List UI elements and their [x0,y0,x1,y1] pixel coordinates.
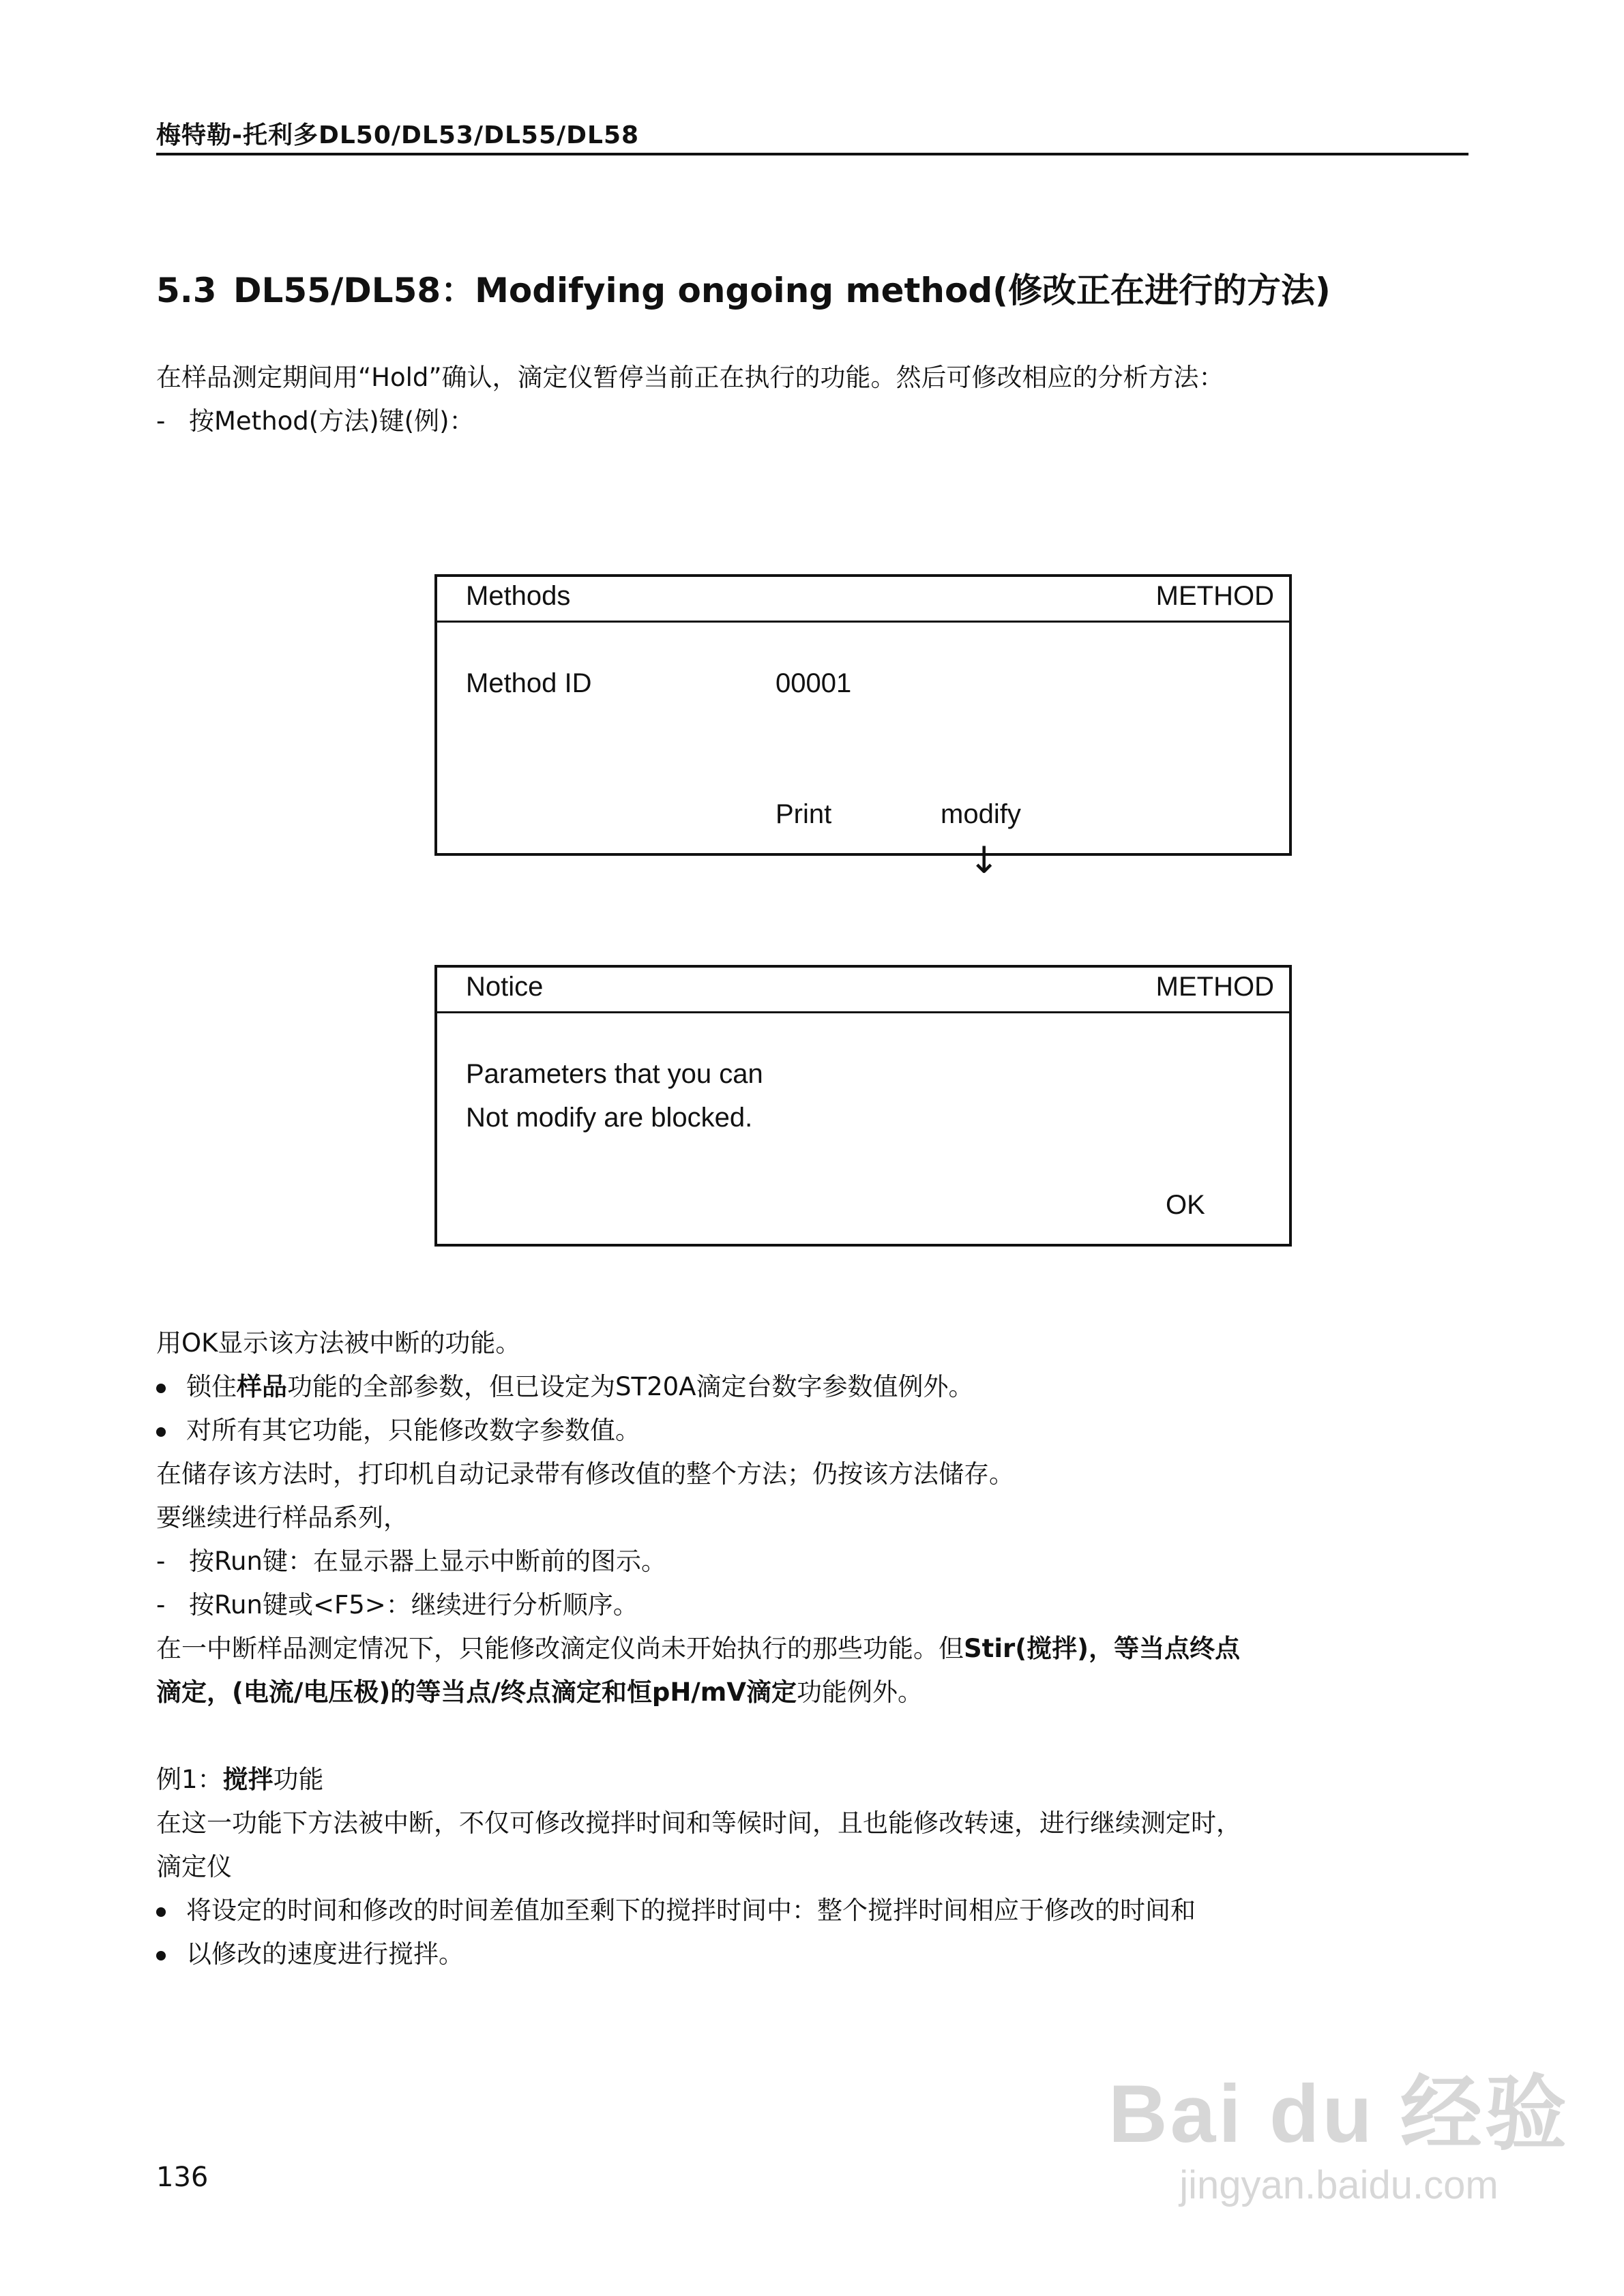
dash-item-1-text: 按Run键：在显示器上显示中断前的图示。 [189,1547,666,1576]
bullet-1-part-c: 功能的全部参数，但已设定为ST20A滴定台数字参数值例外。 [287,1372,974,1401]
notice-line-2: Not modify are blocked. [466,1103,753,1133]
intro-line-1: 在样品测定期间用“Hold”确认，滴定仪暂停当前正在执行的功能。然后可修改相应的分析方法： [156,363,1224,392]
ok-softkey[interactable]: OK [1166,1190,1205,1220]
section-title-text: DL55/DL58：Modifying ongoing method(修改正在进行的方法) [233,271,1331,310]
method-id-value[interactable]: 00001 [776,668,852,698]
bullet-1-bold: 样品 [237,1372,287,1401]
print-softkey[interactable]: Print [776,799,832,829]
body-p7: 滴定仪 [156,1852,232,1881]
watermark-url: jingyan.baidu.com [1179,2163,1498,2207]
bullet-3-text: 将设定的时间和修改的时间差值加至剩下的搅拌时间中：整个搅拌时间相应于修改的时间和 [186,1896,1196,1925]
notice-line-1: Parameters that you can [466,1059,763,1089]
bullet-icon [156,1384,166,1393]
body-p5-bold: 滴定，(电流/电压极)的等当点/终点滴定和恒pH/mV滴定 [156,1678,797,1707]
screen-title: Methods [466,581,571,611]
body-p5-part-b: 功能例外。 [797,1678,924,1707]
bullet-3 [156,1889,1196,1933]
watermark-logo: Bai du 经验 [1108,2068,1569,2160]
modify-softkey[interactable]: modify [941,799,1021,829]
bullet-icon [156,1907,166,1917]
body-p1: 用OK显示该方法被中断的功能。 [156,1328,521,1358]
screen-tag: METHOD [1155,581,1274,611]
body-p5 [156,1671,923,1714]
bullet-2 [156,1409,640,1452]
example-bold: 搅拌 [222,1765,274,1794]
methods-screen-titlebar [437,577,1289,623]
intro-line-2-text: 按Method(方法)键(例)： [189,406,475,436]
notice-title: Notice [466,972,544,1002]
notice-screen-titlebar [437,968,1289,1013]
bullet-4 [156,1933,464,1976]
baidu-watermark [1108,2066,1569,2209]
down-arrow-icon: ↓ [969,839,1000,882]
bullet-icon [156,1427,166,1437]
bullet-1 [156,1365,973,1409]
notice-screen [434,965,1292,1247]
bullet-1-part-a: 锁住 [186,1372,237,1401]
bullet-4-text: 以修改的速度进行搅拌。 [186,1939,464,1969]
body-p2: 在储存该方法时，打印机自动记录带有修改值的整个方法；仍按该方法储存。 [156,1459,1014,1489]
dash-item-2: - 按Run键或<F5>：继续进行分析顺序。 [156,1590,638,1620]
section-number: 5.3 [156,271,217,310]
body-p4-bold: Stir(搅拌)，等当点终点 [964,1634,1241,1663]
methods-screen [434,574,1292,856]
dash-item-2-text: 按Run键或<F5>：继续进行分析顺序。 [189,1590,638,1620]
dash-item-1: - 按Run键：在显示器上显示中断前的图示。 [156,1547,666,1576]
body-p4-part-a: 在一中断样品测定情况下，只能修改滴定仪尚未开始执行的那些功能。但 [156,1634,964,1663]
method-id-label: Method ID [466,668,592,698]
body-p4 [156,1627,1240,1671]
page-number: 136 [156,2162,209,2193]
example-label: 例1： [156,1765,223,1794]
example-heading [156,1758,324,1802]
example-suffix: 功能 [273,1765,324,1794]
notice-tag: METHOD [1155,972,1274,1002]
bullet-2-text: 对所有其它功能，只能修改数字参数值。 [186,1416,640,1445]
section-title [156,263,1331,312]
header-rule [156,153,1468,155]
body-p3: 要继续进行样品系列， [156,1503,409,1532]
intro-line-2: - 按Method(方法)键(例)： [156,406,475,436]
running-header: 梅特勒-托利多DL50/DL53/DL55/DL58 [156,121,640,149]
bullet-icon [156,1951,166,1960]
body-p6: 在这一功能下方法被中断，不仅可修改搅拌时间和等候时间，且也能修改转速，进行继续测定时， [156,1808,1241,1838]
